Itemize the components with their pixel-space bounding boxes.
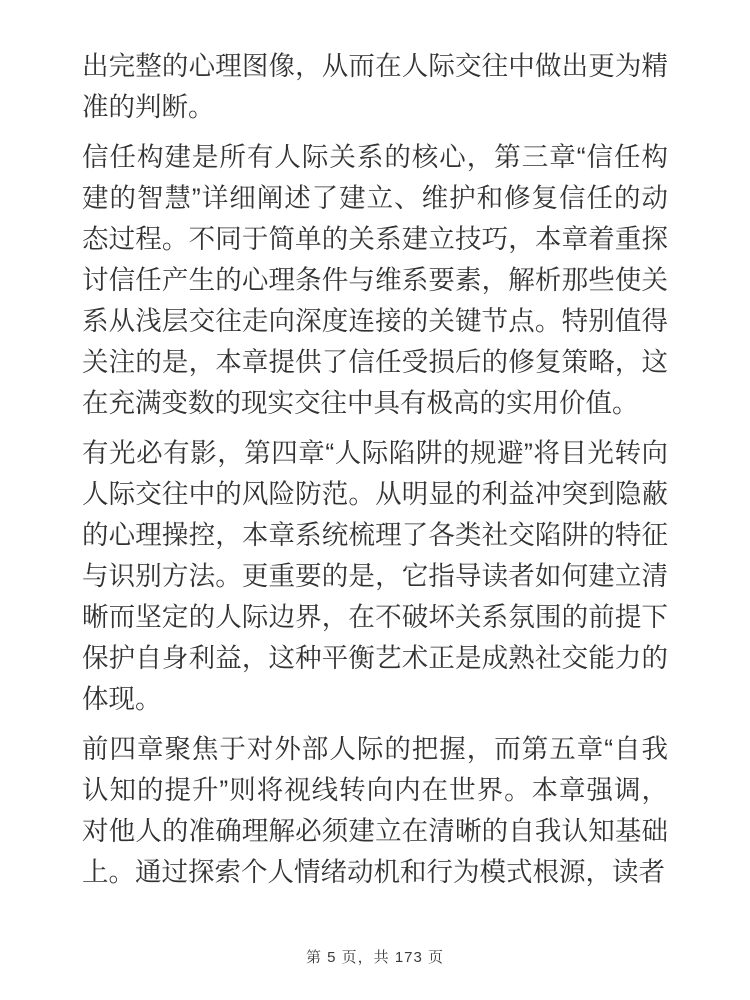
page-number-label: 第 5 页，共 173 页 (305, 949, 445, 966)
document-body-text (82, 46, 668, 902)
page-footer (0, 946, 750, 967)
paragraph-1: 出完整的心理图像，从而在人际交往中做出更为精准的判断。 (82, 51, 668, 122)
paragraph-3: 有光必有影，第四章“人际陷阱的规避”将目光转向人际交往中的风险防范。从明显的利益冲突到隐蔽的心理操控，本章系统梳理了各类社交陷阱的特征与识别方法。更重要的是，它指导读者如何建立清晰而坚定的人际边界，在不破坏关系氛围的前提下保护自身利益，这种平衡艺术正是成熟社交能力的体现。 (82, 438, 668, 714)
paragraph-4: 前四章聚焦于对外部人际的把握，而第五章“自我认知的提升”则将视线转向内在世界。本章强调，对他人的准确理解必须建立在清晰的自我认知基础上。通过探索个人情绪动机和行为模式根源，读者 (82, 734, 668, 887)
paragraph-2: 信任构建是所有人际关系的核心，第三章“信任构建的智慧”详细阐述了建立、维护和修复信任的动态过程。不同于简单的关系建立技巧，本章着重探讨信任产生的心理条件与维系要素，解析那些使关系从浅层交往走向深度连接的关键节点。特别值得关注的是，本章提供了信任受损后的修复策略，这在充满变数的现实交往中具有极高的实用价值。 (82, 142, 668, 418)
